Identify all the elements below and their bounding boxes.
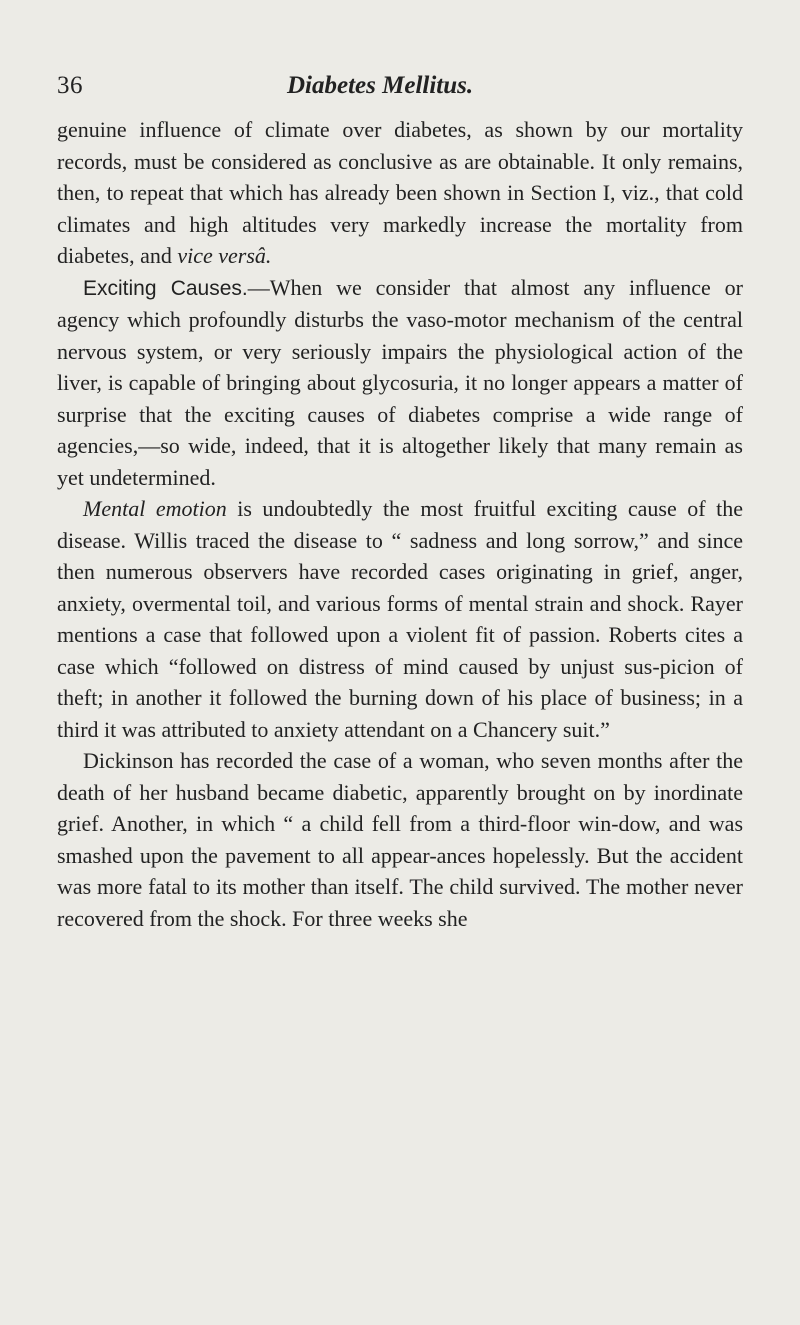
subheading-mental-emotion: Mental emotion <box>83 496 227 521</box>
section-heading-exciting-causes: Exciting Causes. <box>83 276 248 300</box>
paragraph-exciting-causes-text: —When we consider that almost any influence or agency which profoundly disturbs the vaso-motor mechanism of the central nervous system, or very seriously impairs the physiological action of the liver, is capable of bringing about glycosuria, it no longer appears a matter of surprise that the exciting causes of diabetes comprise a wide range of agencies,—so wide, indeed, that it is altogether likely that many remain as yet undetermined. <box>57 274 743 490</box>
paragraph-mental-emotion <box>57 493 743 745</box>
paragraph-climate <box>57 114 743 272</box>
page-number: 36 <box>57 72 83 99</box>
latin-phrase: vice versâ. <box>177 243 272 268</box>
page-header <box>57 72 757 106</box>
running-title: Diabetes Mellitus. <box>287 72 474 99</box>
paragraph-mental-emotion-text: is undoubtedly the most fruitful exciting cause of the disease. Willis traced the disease to “ sadness and long sorrow,” and since then numerous observers have recorded cases originating in grief, anger, anxiety, overmental toil, and various forms of mental strain and shock. Rayer mentions a case that followed upon a violent fit of passion. Roberts cites a case which “followed on distress of mind caused by unjust sus-picion of theft; in another it followed the burning down of his place of business; in a third it was attributed to anxiety attendant on a Chancery suit.” <box>57 496 743 742</box>
body-text <box>57 114 743 934</box>
paragraph-exciting-causes <box>57 272 743 494</box>
paragraph-climate-text: genuine influence of climate over diabetes, as shown by our mortality records, must be considered as conclusive as are obtainable. It only remains, then, to repeat that which has already been shown in Section I, viz., that cold climates and high altitudes very markedly increase the mortality from diabetes, and <box>57 117 743 268</box>
paragraph-dickinson <box>57 745 743 934</box>
paragraph-dickinson-text: Dickinson has recorded the case of a woman, who seven months after the death of her husband became diabetic, apparently brought on by inordinate grief. Another, in which “ a child fell from a third-floor win-dow, and was smashed upon the pavement to all appear-ances hopelessly. But the accident was more fatal to its mother than itself. The child survived. The mother never recovered from the shock. For three weeks she <box>57 748 743 931</box>
